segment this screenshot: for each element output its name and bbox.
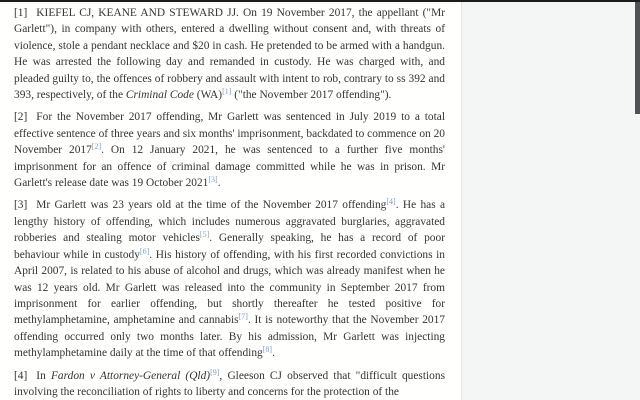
footnote-ref[interactable]: [6] <box>139 246 150 256</box>
paragraph-number: [1] <box>14 7 28 19</box>
footnote-ref[interactable]: [1] <box>222 87 232 97</box>
footnote-ref[interactable]: [7] <box>238 312 248 322</box>
text-run: . Generally speaking, he has a record of poor behaviour while in custody <box>14 232 445 261</box>
case-citation: Criminal Code <box>125 89 194 102</box>
paragraph-number: [3] <box>14 199 28 212</box>
case-citation: Fardon v Attorney-General (Qld) <box>50 369 211 382</box>
footnote-ref[interactable]: [2] <box>91 142 102 152</box>
paragraph <box>14 368 445 400</box>
text-run: . <box>272 347 275 360</box>
paragraph-number: [4] <box>14 369 28 382</box>
text-run: . It is noteworthy that the November 2017 offending occurred only two months later. By his admission, Mr Garlett was injecting methylamphetamine daily at the time of that offending <box>14 314 445 360</box>
paragraph-number: [2] <box>14 111 28 124</box>
text-run: In <box>36 369 51 382</box>
text-run: For the November 2017 offending, Mr Garlett was sentenced in July 2019 to a total effective sentence of three years and six months' imprisonment, backdated to commence on 20 November 2017 <box>14 111 445 157</box>
text-run: (WA) <box>193 89 223 102</box>
footnote-ref[interactable]: [5] <box>199 230 210 240</box>
text-run: . <box>217 177 221 190</box>
text-run: . On 12 January 2021, he was sentenced to a further five months' imprisonment for an offence of criminal damage committed while he was in prison. Mr Garlett's release date was 19 October 2021 <box>14 144 445 190</box>
text-run: . His history of offending, with his first recorded convictions in April 2007, is related to his abuse of alcohol and drugs, which was already manifest when he was 12 years old. Mr Garlett was released into the community in September 2017 from imprisonment for earlier offending, but shortly thereafter he tested positive for methylamphetamine, amphetamine and cannabis <box>14 248 445 327</box>
footnote-ref[interactable]: [9] <box>210 367 220 377</box>
text-run: . He has a lengthy history of offending, which includes numerous aggravated burglaries, aggravated robberies and stealing motor vehicles <box>14 199 445 245</box>
paragraph <box>14 197 445 361</box>
text-run: ("the November 2017 offending"). <box>231 89 392 102</box>
text-run: KIEFEL CJ, KEANE AND STEWARD JJ. On 19 November 2017, the appellant ("Mr Garlett"), in company with others, entered a dwelling without consent and, with threats of violence, stole a pendant necklace and $20 in cash. He pretended to be armed with a handgun. He was arrested the following day and remanded in custody. He was charged with, and pleaded guilty to, the offences of robbery and assault with intent to rob, contrary to ss 392 and 393, respectively, of the <box>14 7 445 102</box>
paragraph <box>14 109 445 191</box>
footnote-ref[interactable]: [3] <box>208 175 218 185</box>
text-run: Mr Garlett was 23 years old at the time of the November 2017 offending <box>36 199 387 212</box>
window-top-edge <box>0 0 640 2</box>
footnote-ref[interactable]: [8] <box>262 345 273 355</box>
paragraph <box>14 5 445 103</box>
scrollbar-thumb[interactable] <box>635 2 640 114</box>
scrollbar-track[interactable] <box>634 2 640 400</box>
footnote-ref[interactable]: [4] <box>386 197 396 207</box>
text-run: , Gleeson CJ observed that "difficult questions involving the reconciliation of rights to liberty and concerns for the protection of the <box>14 369 446 398</box>
